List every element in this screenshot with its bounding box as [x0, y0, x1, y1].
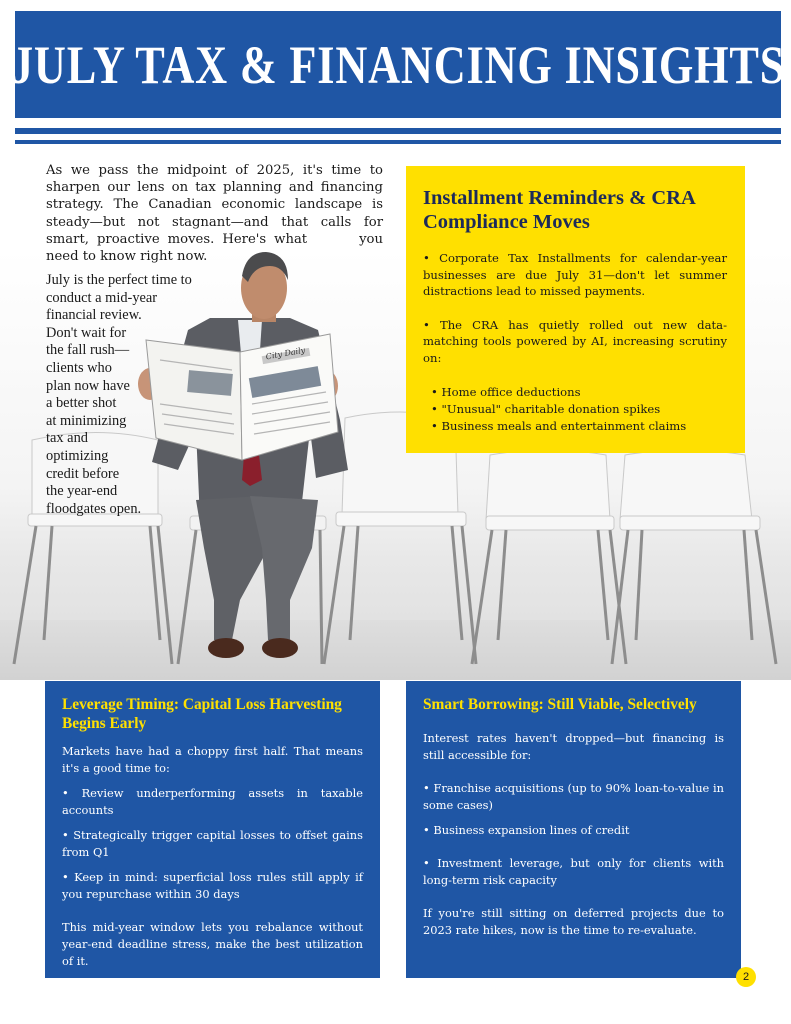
text-line: optimizing: [46, 447, 109, 464]
text-line: conduct a mid-year: [46, 289, 158, 306]
chair-icon: [620, 450, 760, 530]
list-item: • Home office deductions: [431, 385, 581, 399]
list-item: • Investment leverage, but only for clients with long-term risk capacity: [423, 856, 724, 887]
text-line: financial review.: [46, 307, 142, 324]
installments-paragraph: • The CRA has quietly rolled out new data-matching tools powered by AI, increasing scrutiny on:: [423, 317, 727, 365]
list-item: • Business meals and entertainment claims: [431, 419, 687, 433]
page-title: JULY TAX & FINANCING INSIGHTS: [10, 34, 786, 95]
newspaper-masthead: City Daily: [265, 345, 306, 362]
list-item: • Franchise acquisitions (up to 90% loan-to-value in some cases): [423, 781, 724, 812]
chair-icon: [486, 450, 614, 530]
intro-paragraph: [46, 162, 383, 265]
borrowing-heading: Smart Borrowing: Still Viable, Selectively: [423, 696, 697, 713]
text-line: a better shot: [46, 395, 117, 412]
header-banner: [10, 11, 786, 118]
text-line: the year-end: [46, 483, 118, 500]
list-item: • "Unusual" charitable donation spikes: [431, 402, 661, 416]
text-line: Don't wait for: [46, 324, 127, 341]
list-item: • Business expansion lines of credit: [423, 823, 630, 837]
text-line: at minimizing: [46, 412, 127, 429]
text-line: plan now have: [46, 377, 130, 394]
text-line: July is the perfect time to: [46, 272, 192, 288]
section-intro: Markets have had a choppy first half. That means it's a good time to:: [62, 744, 363, 775]
list-item: • Review underperforming assets in taxable accounts: [62, 786, 363, 817]
text-line: credit before: [46, 465, 120, 482]
borrowing-section: [406, 681, 741, 978]
scrutiny-list: [423, 384, 727, 435]
intro-text-part-2: you need to know right now.: [46, 231, 383, 265]
section-closing: If you're still sitting on deferred projects due to 2023 rate hikes, now is the time to re-evaluate.: [423, 906, 724, 937]
capital-loss-heading: Leverage Timing: Capital Loss Harvesting Begins Early: [62, 696, 342, 732]
intro-text-part-1: As we pass the midpoint of 2025, it's time to sharpen our lens on tax planning and financing strategy. The Canadian economic landscape is steady—but not stagnant—and that calls for smart, proactive moves. Here's what: [46, 163, 383, 247]
installments-callout: [406, 166, 745, 453]
text-line: the fall rush—: [46, 342, 130, 359]
header-divider: [15, 140, 781, 144]
text-line: clients who: [46, 359, 112, 376]
intro-narrow-paragraph: [46, 272, 192, 518]
page-number-badge: 2: [736, 967, 756, 987]
installments-paragraph: • Corporate Tax Installments for calendar-year businesses are due July 31—don't let summer distractions lead to missed payments.: [423, 251, 727, 298]
text-line: floodgates open.: [46, 500, 142, 517]
installments-heading: Installment Reminders & CRA Compliance Moves: [423, 187, 695, 233]
text-line: tax and: [46, 430, 88, 447]
list-item: • Keep in mind: superficial loss rules still apply if you repurchase within 30 days: [62, 870, 363, 901]
section-intro: Interest rates haven't dropped—but financing is still accessible for:: [423, 731, 724, 762]
list-item: • Strategically trigger capital losses to offset gains from Q1: [62, 828, 363, 859]
header-divider: [15, 128, 781, 134]
section-closing: This mid-year window lets you rebalance without year-end deadline stress, make the best utilization of it.: [62, 920, 363, 968]
capital-loss-section: [45, 681, 380, 978]
